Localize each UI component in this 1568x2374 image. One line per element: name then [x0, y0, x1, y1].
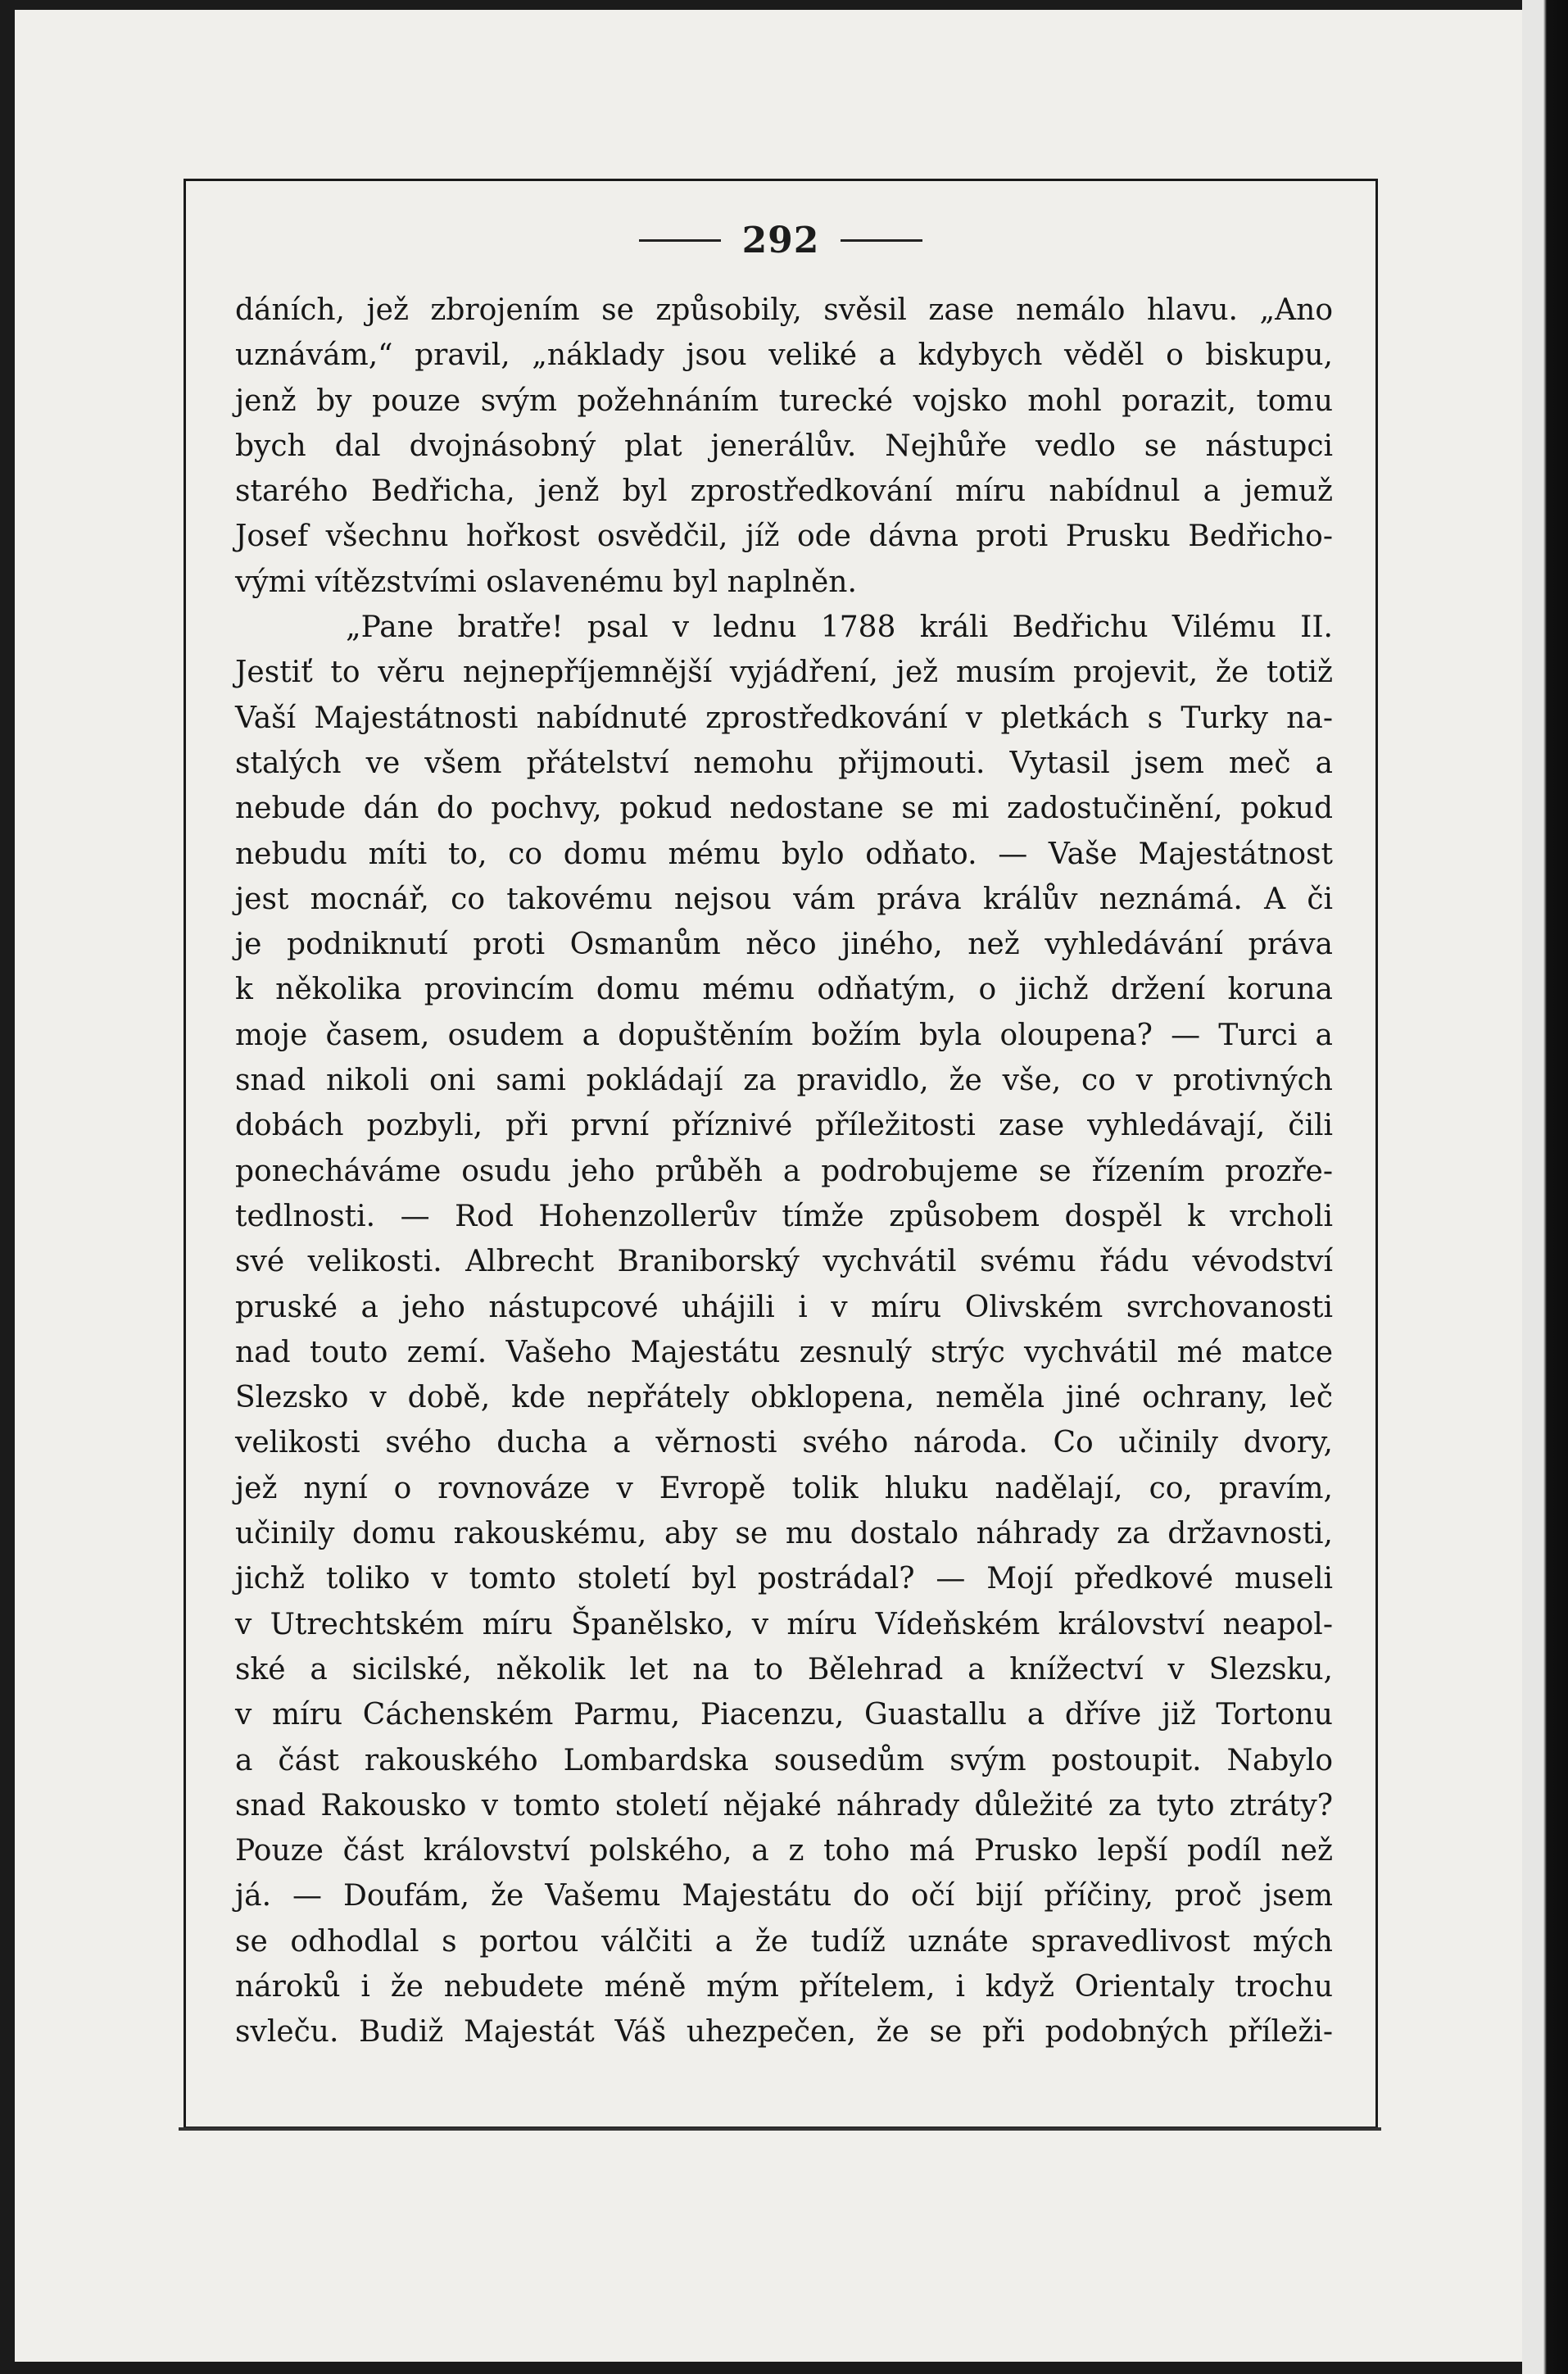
frame-bottom-shadow — [179, 2127, 1381, 2131]
text-line: velikosti svého ducha a věrnosti svého národa. Co učinily dvory, — [235, 1426, 1333, 1460]
text-line: Jestiť to věru nejnepříjemnější vyjádření, jež musím projevit, že totiž — [235, 656, 1333, 690]
text-line: dobách pozbyli, při první příznivé příležitosti zase vyhledávají, čili — [235, 1109, 1333, 1143]
text-line: jenž by pouze svým požehnáním turecké vojsko mohl porazit, tomu — [235, 384, 1333, 418]
text-line: svleču. Budiž Majestát Váš uhezpečen, že se při podobných příleži- — [235, 2015, 1333, 2049]
text-line: starého Bedřicha, jenž byl zprostředkování míru nabídnul a jemuž — [235, 474, 1333, 509]
text-line: nároků i že nebudete méně mým přítelem, i když Orientaly trochu — [235, 1969, 1333, 2004]
text-line: já. — Doufám, že Vašemu Majestátu do očí bijí příčiny, proč jsem — [235, 1879, 1333, 1913]
text-line: ponecháváme osudu jeho průběh a podrobujeme se řízením prozře- — [235, 1154, 1333, 1188]
text-line: bych dal dvojnásobný plat jenerálův. Nejhůře vedlo se nástupci — [235, 429, 1333, 463]
text-line: moje časem, osudem a dopuštěním božím byla oloupena? — Turci a — [235, 1018, 1333, 1052]
text-line: učinily domu rakouskému, aby se mu dostalo náhrady za državnosti, — [235, 1517, 1333, 1551]
text-frame — [184, 179, 1378, 2129]
text-line: snad Rakousko v tomto století nějaké náhrady důležité za tyto ztráty? — [235, 1788, 1333, 1822]
text-line: v míru Cáchenském Parmu, Piacenzu, Guastallu a dříve již Tortonu — [235, 1698, 1333, 1732]
header-rule-right — [841, 239, 922, 242]
text-line: k několika provincím domu mému odňatým, o jichž držení koruna — [235, 973, 1333, 1007]
text-line: nebudu míti to, co domu mému bylo odňato. — Vaše Majestátnost — [235, 837, 1333, 871]
text-line: své velikosti. Albrecht Braniborský vychvátil svému řádu vévodství — [235, 1245, 1333, 1279]
text-line: snad nikoli oni sami pokládají za pravidlo, že vše, co v protivných — [235, 1064, 1333, 1098]
text-line: pruské a jeho nástupcové uhájili i v míru Olivském svrchovanosti — [235, 1290, 1333, 1324]
text-line: v Utrechtském míru Španělsko, v míru Vídeňském království neapol- — [235, 1607, 1333, 1641]
text-line: jichž toliko v tomto století byl postrádal? — Mojí předkové museli — [235, 1562, 1333, 1596]
text-line: a část rakouského Lombardska sousedům svým postoupit. Nabylo — [235, 1743, 1333, 1777]
text-line: nebude dán do pochvy, pokud nedostane se mi zadostučinění, pokud — [235, 792, 1333, 826]
text-line: Pouze část království polského, a z toho má Prusko lepší podíl než — [235, 1834, 1333, 1868]
text-line: jež nyní o rovnováze v Evropě tolik hluku nadělají, co, pravím, — [235, 1471, 1333, 1505]
text-line: Vaší Majestátnosti nabídnuté zprostředkování v pletkách s Turky na- — [235, 701, 1333, 735]
header-rule-left — [639, 239, 721, 242]
text-line: je podniknutí proti Osmanům něco jiného, než vyhledávání práva — [235, 928, 1333, 962]
text-line: ské a sicilské, několik let na to Bělehrad a knížectví v Slezsku, — [235, 1652, 1333, 1686]
scan-edge — [1522, 0, 1568, 2374]
page-number: 292 — [741, 219, 820, 261]
text-line: Slezsko v době, kde nepřátely obklopena, neměla jiné ochrany, leč — [235, 1381, 1333, 1415]
text-line: uznávám,“ pravil, „náklady jsou veliké a kdybych věděl o biskupu, — [235, 338, 1333, 373]
text-line: nad touto zemí. Vašeho Majestátu zesnulý strýc vychvátil mé matce — [235, 1335, 1333, 1369]
body-text — [235, 288, 1333, 2055]
text-line: „Pane bratře! psal v lednu 1788 králi Bedřichu Vilému II. — [346, 611, 1333, 645]
text-line: tedlnosti. — Rod Hohenzollerův tímže způsobem dospěl k vrcholi — [235, 1199, 1333, 1233]
page-header — [186, 216, 1375, 265]
text-line: vými vítězstvími oslavenému byl naplněn. — [235, 565, 857, 599]
text-line: stalých ve všem přátelství nemohu přijmouti. Vytasil jsem meč a — [235, 746, 1333, 780]
text-line: dáních, jež zbrojením se způsobily, svěsil zase nemálo hlavu. „Ano — [235, 293, 1333, 327]
text-line: se odhodlal s portou válčiti a že tudíž uznáte spravedlivost mých — [235, 1924, 1333, 1959]
text-line: jest mocnář, co takovému nejsou vám práva králův neznámá. A či — [235, 882, 1333, 916]
text-line: Josef všechnu hořkost osvědčil, jíž ode dávna proti Prusku Bedřicho- — [235, 520, 1333, 554]
